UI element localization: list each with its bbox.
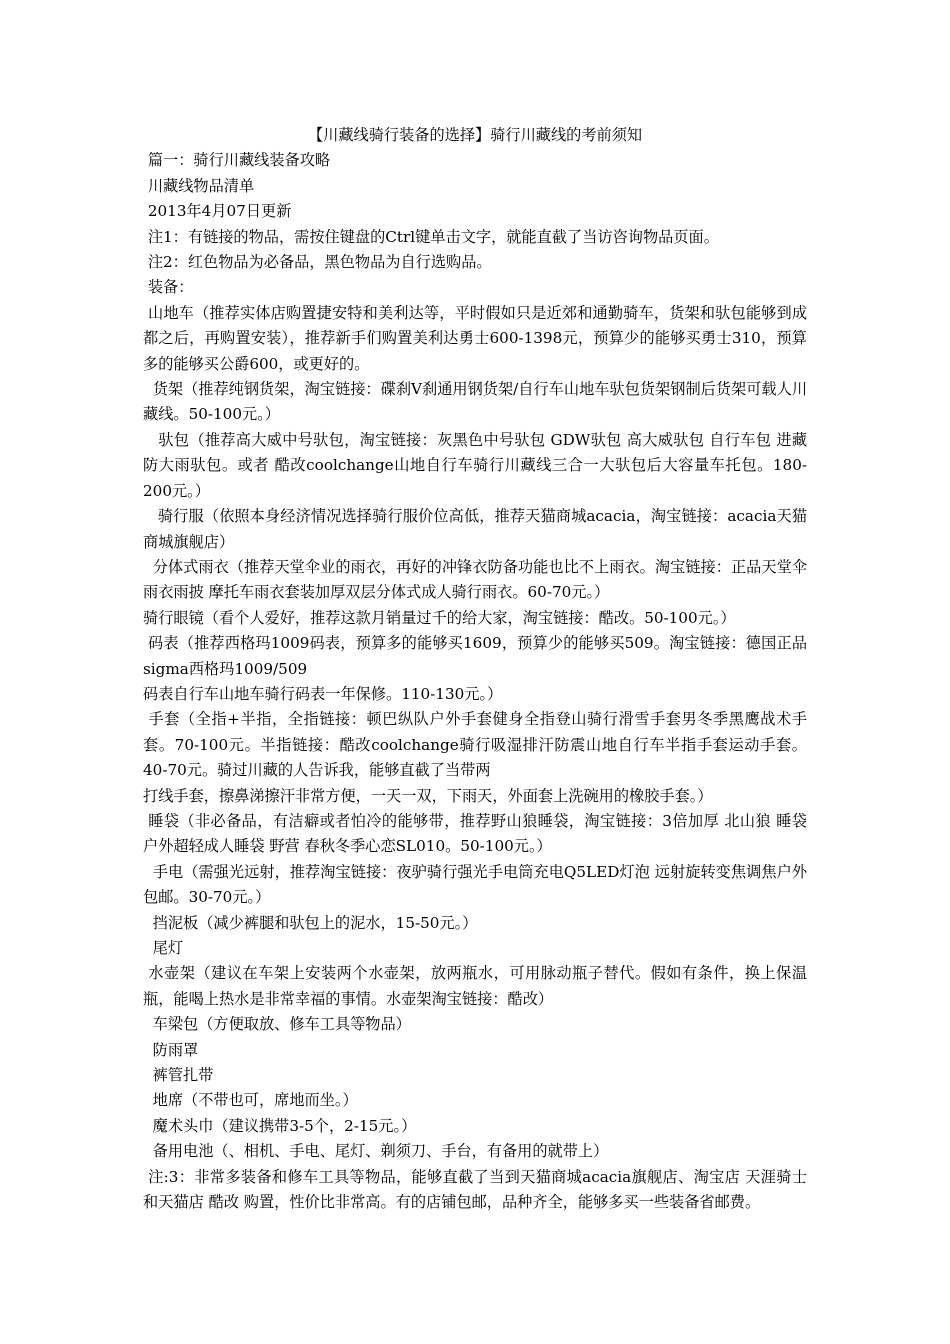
paragraph-13: 码表（推荐西格玛1009码表，预算多的能够买1609，预算少的能够买509。淘宝链接：德国正品sigma西格玛1009/509 (143, 634, 808, 678)
paragraph-24: 裤管扎带 (143, 1066, 214, 1085)
paragraph-4: 注1：有链接的物品，需按住键盘的Ctrl键单击文字，就能直截了当访咨询物品页面。 (143, 227, 719, 246)
paragraph-10: 骑行服（依照本身经济情况选择骑行服价位高低，推荐天猫商城acacia，淘宝链接：acacia天猫商城旗舰店） (143, 507, 807, 551)
paragraph-5: 注2：红色物品为必备品，黑色物品为自行选购品。 (143, 253, 492, 272)
paragraph-19: 挡泥板（减少裤腿和驮包上的泥水，15-50元。） (143, 913, 478, 932)
paragraph-11: 分体式雨衣（推荐天堂伞业的雨衣，再好的冲锋衣防备功能也比不上雨衣。淘宝链接：正品天堂伞雨衣雨披 摩托车雨衣套装加厚双层分体式成人骑行雨衣。60-70元。） (143, 557, 808, 602)
paragraph-7: 山地车（推荐实体店购置捷安特和美利达等，平时假如只是近郊和通勤骑车，货架和驮包能够到成都之后，再购置安装），推荐新手们购置美利达勇士600-1398元，预算少的能够买勇士310，预算多的能够买公爵600，或更好的。 (143, 303, 808, 373)
paragraph-20: 尾灯 (143, 939, 184, 957)
paragraph-25: 地席（不带也可，席地而坐。） (143, 1091, 358, 1110)
paragraph-14: 码表自行车山地车骑行码表一年保修。110-130元。） (143, 684, 503, 703)
paragraph-18: 手电（需强光远射，推荐淘宝链接：夜驴骑行强光手电筒充电Q5LED灯泡 远射旋转变焦调焦户外 包邮。30-70元。） (143, 862, 812, 907)
paragraph-16: 打线手套，擦鼻涕擦汗非常方便，一天一双，下雨天，外面套上洗碗用的橡胶手套。） (143, 786, 713, 805)
paragraph-17: 睡袋（非必备品，有洁癖或者怕冷的能够带，推荐野山狼睡袋，淘宝链接：3倍加厚 北山狼 睡袋 户外超轻成人睡袋 野营 春秋冬季心恋SL010。50-100元。） (143, 811, 812, 856)
paragraph-28: 注:3：非常多装备和修车工具等物品，能够直截了当到天猫商城acacia旗舰店、淘宝店 天涯骑士 和天猫店 酷改 购置，性价比非常高。有的店铺包邮，品种齐全，能够多买一些装备省邮费。 (143, 1167, 812, 1212)
paragraph-2: 川藏线物品清单 (143, 176, 255, 195)
paragraph-1: 篇一：骑行川藏线装备攻略 (143, 151, 331, 170)
paragraph-15: 手套（全指+半指，全指链接：顿巴纵队户外手套健身全指登山骑行滑雪手套男冬季黑鹰战术手套。70-100元。半指链接：酷改coolchange骑行吸湿排汗防震山地自行车半指手套运动手套。40-70元。骑过川藏的人告诉我，能够直截了当带两 (143, 710, 808, 780)
paragraph-21: 水壶架（建议在车架上安装两个水壶架，放两瓶水，可用脉动瓶子替代。假如有条件，换上保温瓶，能喝上热水是非常幸福的事情。水壶架淘宝链接：酷改） (143, 964, 808, 1008)
paragraph-27: 备用电池（、相机、手电、尾灯、剃须刀、手台，有备用的就带上） (143, 1142, 609, 1161)
paragraph-8: 货架（推荐纯钢货架，淘宝链接：碟刹V刹通用钢货架/自行车山地车驮包货架钢制后货架可载人川藏线。50-100元。） (143, 380, 808, 424)
paragraph-9: 驮包（推荐高大威中号驮包，淘宝链接：灰黑色中号驮包 GDW驮包 高大威驮包 自行车包 进藏防大雨驮包。或者 酷改coolchange山地自行车骑行川藏线三合一大驮包后大容量车托包。180-200元。） (143, 430, 808, 500)
paragraph-23: 防雨罩 (143, 1040, 199, 1059)
paragraph-12: 骑行眼镜（看个人爱好，推荐这款月销量过千的给大家，淘宝链接：酷改。50-100元。） (143, 608, 736, 627)
paragraph-26: 魔术头巾（建议携带3-5个，2-15元。） (143, 1116, 417, 1135)
paragraph-3: 2013年4月07日更新 (143, 202, 292, 221)
paragraph-22: 车梁包（方便取放、修车工具等物品） (143, 1015, 411, 1034)
paragraph-6: 装备： (143, 278, 194, 297)
document-title: 【川藏线骑行装备的选择】骑行川藏线的考前须知 (307, 126, 643, 144)
document-body (143, 123, 812, 1215)
